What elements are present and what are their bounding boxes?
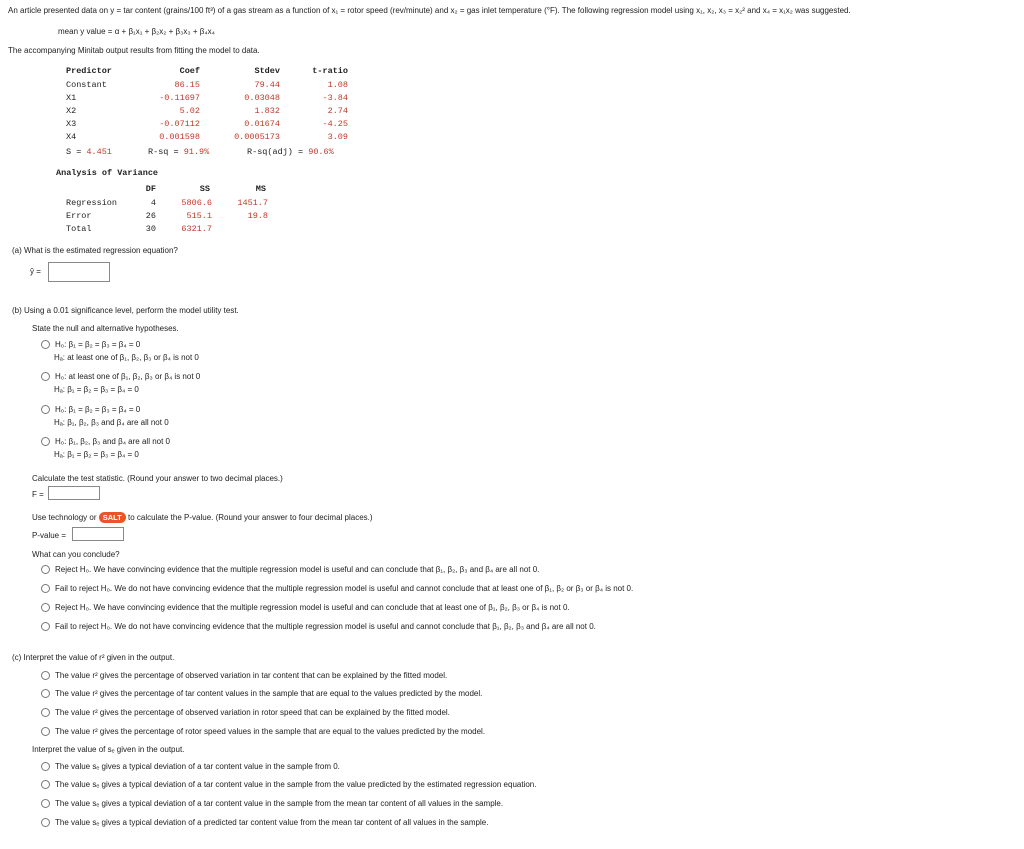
hypothesis-null: H₀: at least one of β₁, β₂, β₃ or β₄ is not 0 bbox=[55, 372, 201, 381]
tratio-value: 1.08 bbox=[327, 80, 348, 90]
r2-option-text: The value r² gives the percentage of rotor speed values in the sample that are equal to the values predicted by the model. bbox=[55, 727, 486, 736]
pvalue-prompt-pre: Use technology or bbox=[32, 513, 97, 522]
radio-button[interactable] bbox=[41, 584, 50, 593]
hypothesis-null: H₀: β₁ = β₂ = β₃ = β₄ = 0 bbox=[55, 405, 141, 414]
test-stat-prompt: Calculate the test statistic. (Round your answer to two decimal places.) bbox=[32, 474, 283, 483]
radio-button[interactable] bbox=[41, 437, 50, 446]
radio-button[interactable] bbox=[41, 708, 50, 717]
table-row-label: Constant bbox=[66, 80, 107, 90]
hypothesis-alt: Hₐ: β₁, β₂, β₃ and β₄ are all not 0 bbox=[54, 418, 169, 427]
se-option-3[interactable] bbox=[41, 799, 503, 808]
radio-button[interactable] bbox=[41, 762, 50, 771]
anova-df: 26 bbox=[145, 211, 156, 221]
coef-value: 5.02 bbox=[179, 106, 200, 116]
stdev-value: 0.01674 bbox=[244, 119, 280, 129]
se-option-1[interactable] bbox=[41, 762, 340, 771]
se-option-4[interactable] bbox=[41, 818, 488, 827]
anova-ss: 515.1 bbox=[186, 211, 212, 221]
tratio-value: 3.09 bbox=[327, 132, 348, 142]
hypothesis-option-1[interactable] bbox=[41, 340, 140, 349]
part-c-question: (c) Interpret the value of r² given in the output. bbox=[12, 653, 175, 662]
hypothesis-null: H₀: β₁, β₂, β₃ and β₄ are all not 0 bbox=[55, 437, 170, 446]
regression-equation-input[interactable] bbox=[48, 262, 110, 282]
radio-button[interactable] bbox=[41, 372, 50, 381]
pvalue-input[interactable] bbox=[72, 527, 124, 541]
radio-button[interactable] bbox=[41, 622, 50, 631]
anova-df: 30 bbox=[145, 224, 156, 234]
anova-ms: 19.8 bbox=[247, 211, 268, 221]
rsq-value: 91.9% bbox=[183, 147, 210, 157]
conclusion-option-4[interactable] bbox=[41, 622, 596, 631]
se-question: Interpret the value of sₑ given in the output. bbox=[32, 745, 185, 754]
s-value: 4.451 bbox=[86, 147, 112, 157]
anova-row-label: Error bbox=[66, 211, 92, 221]
header-df: DF bbox=[145, 184, 156, 194]
anova-row-label: Total bbox=[66, 224, 92, 234]
conclusion-option-2[interactable] bbox=[41, 584, 633, 593]
radio-button[interactable] bbox=[41, 671, 50, 680]
radio-button[interactable] bbox=[41, 340, 50, 349]
state-hypotheses-text: State the null and alternative hypotheses. bbox=[32, 324, 179, 333]
conclusion-text: Reject H₀. We have convincing evidence that the multiple regression model is useful and can conclude that at least one of β₁, β₂, β₃ or β₄ is not 0. bbox=[55, 603, 570, 612]
conclusion-text: Fail to reject H₀. We do not have convincing evidence that the multiple regression model is useful and cannot conclude that at least one of β₁, β₂ or β₃ or β₄ is not 0. bbox=[55, 584, 634, 593]
pvalue-label: P-value = bbox=[32, 531, 67, 540]
anova-df: 4 bbox=[150, 198, 156, 208]
anova-ms: 1451.7 bbox=[237, 198, 268, 208]
hypothesis-alt: Hₐ: at least one of β₁, β₂, β₃ or β₄ is not 0 bbox=[54, 353, 199, 362]
part-a-question: (a) What is the estimated regression equation? bbox=[12, 246, 178, 255]
r2-option-1[interactable] bbox=[41, 671, 447, 680]
table-row-label: X3 bbox=[66, 119, 77, 129]
table-row-label: X4 bbox=[66, 132, 77, 142]
tratio-value: 2.74 bbox=[327, 106, 348, 116]
header-ms: MS bbox=[255, 184, 266, 194]
s-label: S = bbox=[66, 147, 87, 157]
rsqadj-value: 90.6% bbox=[308, 147, 334, 157]
table-row-label: X2 bbox=[66, 106, 77, 116]
header-stdev: Stdev bbox=[254, 66, 280, 76]
radio-button[interactable] bbox=[41, 799, 50, 808]
hypothesis-alt: Hₐ: β₁ = β₂ = β₃ = β₄ = 0 bbox=[54, 450, 139, 459]
conclude-question: What can you conclude? bbox=[32, 550, 120, 559]
se-option-text: The value sₑ gives a typical deviation of a tar content value in the sample from the value predicted by the estimated regression equation. bbox=[55, 780, 537, 789]
table-row-label: X1 bbox=[66, 93, 77, 103]
r2-option-2[interactable] bbox=[41, 689, 482, 698]
hypothesis-alt: Hₐ: β₁ = β₂ = β₃ = β₄ = 0 bbox=[54, 385, 139, 394]
header-tratio: t-ratio bbox=[312, 66, 348, 76]
hypothesis-null: H₀: β₁ = β₂ = β₃ = β₄ = 0 bbox=[55, 340, 141, 349]
r2-option-text: The value r² gives the percentage of observed variation in rotor speed that can be explained by the fitted model. bbox=[55, 708, 450, 717]
r2-option-4[interactable] bbox=[41, 727, 485, 736]
salt-button[interactable]: SALT bbox=[99, 512, 126, 523]
se-option-text: The value sₑ gives a typical deviation of a predicted tar content value from the mean tar content of all values in the sample. bbox=[55, 818, 489, 827]
coef-value: -0.07112 bbox=[159, 119, 200, 129]
stdev-value: 0.0005173 bbox=[234, 132, 280, 142]
hypothesis-option-2[interactable] bbox=[41, 372, 200, 381]
coef-value: -0.11697 bbox=[159, 93, 200, 103]
rsq-stat bbox=[148, 147, 209, 157]
hypothesis-option-3[interactable] bbox=[41, 405, 140, 414]
conclusion-option-3[interactable] bbox=[41, 603, 570, 612]
pvalue-prompt bbox=[32, 512, 373, 523]
conclusion-text: Fail to reject H₀. We do not have convincing evidence that the multiple regression model is useful and cannot conclude that β₁, β₂, β₃ and β₄ are all not 0. bbox=[55, 622, 596, 631]
hypothesis-option-4[interactable] bbox=[41, 437, 170, 446]
part-b-question: (b) Using a 0.01 significance level, perform the model utility test. bbox=[12, 306, 239, 315]
stdev-value: 0.03048 bbox=[244, 93, 280, 103]
r2-option-text: The value r² gives the percentage of observed variation in tar content that can be explained by the fitted model. bbox=[55, 671, 448, 680]
coef-value: 86.15 bbox=[174, 80, 200, 90]
rsqadj-stat bbox=[247, 147, 334, 157]
radio-button[interactable] bbox=[41, 780, 50, 789]
header-predictor: Predictor bbox=[66, 66, 112, 76]
conclusion-option-1[interactable] bbox=[41, 565, 539, 574]
radio-button[interactable] bbox=[41, 603, 50, 612]
anova-title: Analysis of Variance bbox=[56, 168, 159, 178]
se-option-text: The value sₑ gives a typical deviation of a tar content value in the sample from the mean tar content of all values in the sample. bbox=[55, 799, 504, 808]
radio-button[interactable] bbox=[41, 818, 50, 827]
model-equation: mean y value = α + β₁x₁ + β₂x₂ + β₃x₃ + β₄x₄ bbox=[58, 27, 215, 36]
intro-text: An article presented data on y = tar content (grains/100 ft³) of a gas stream as a function of x₁ = rotor speed (rev/minute) and x₂ = gas inlet temperature (°F). The following regression model using x₁, x₂, x₃ = x₂² and x₄ = x₁x₂ was suggested. bbox=[8, 6, 851, 15]
anova-ss: 5806.6 bbox=[181, 198, 212, 208]
radio-button[interactable] bbox=[41, 565, 50, 574]
s-stat bbox=[66, 147, 112, 157]
coef-value: 0.001598 bbox=[159, 132, 200, 142]
header-ss: SS bbox=[199, 184, 210, 194]
anova-row-label: Regression bbox=[66, 198, 118, 208]
header-coef: Coef bbox=[179, 66, 200, 76]
accompanying-text: The accompanying Minitab output results from fitting the model to data. bbox=[8, 46, 260, 55]
tratio-value: -3.84 bbox=[322, 93, 348, 103]
yhat-label: ŷ = bbox=[30, 267, 41, 276]
tratio-value: -4.25 bbox=[322, 119, 348, 129]
r2-option-text: The value r² gives the percentage of tar content values in the sample that are equal to the values predicted by the model. bbox=[55, 689, 483, 698]
stdev-value: 79.44 bbox=[254, 80, 280, 90]
rsq-label: R-sq = bbox=[148, 147, 184, 157]
f-statistic-input[interactable] bbox=[48, 486, 100, 500]
stdev-value: 1.832 bbox=[254, 106, 280, 116]
rsqadj-label: R-sq(adj) = bbox=[247, 147, 309, 157]
r2-option-3[interactable] bbox=[41, 708, 450, 717]
pvalue-prompt-post: to calculate the P-value. (Round your answer to four decimal places.) bbox=[127, 513, 373, 522]
se-option-2[interactable] bbox=[41, 780, 536, 789]
f-label: F = bbox=[32, 490, 44, 499]
radio-button[interactable] bbox=[41, 405, 50, 414]
radio-button[interactable] bbox=[41, 727, 50, 736]
radio-button[interactable] bbox=[41, 689, 50, 698]
anova-ss: 6321.7 bbox=[181, 224, 212, 234]
conclusion-text: Reject H₀. We have convincing evidence that the multiple regression model is useful and can conclude that β₁, β₂, β₃ and β₄ are all not 0. bbox=[55, 565, 540, 574]
se-option-text: The value sₑ gives a typical deviation of a tar content value in the sample from 0. bbox=[55, 762, 340, 771]
